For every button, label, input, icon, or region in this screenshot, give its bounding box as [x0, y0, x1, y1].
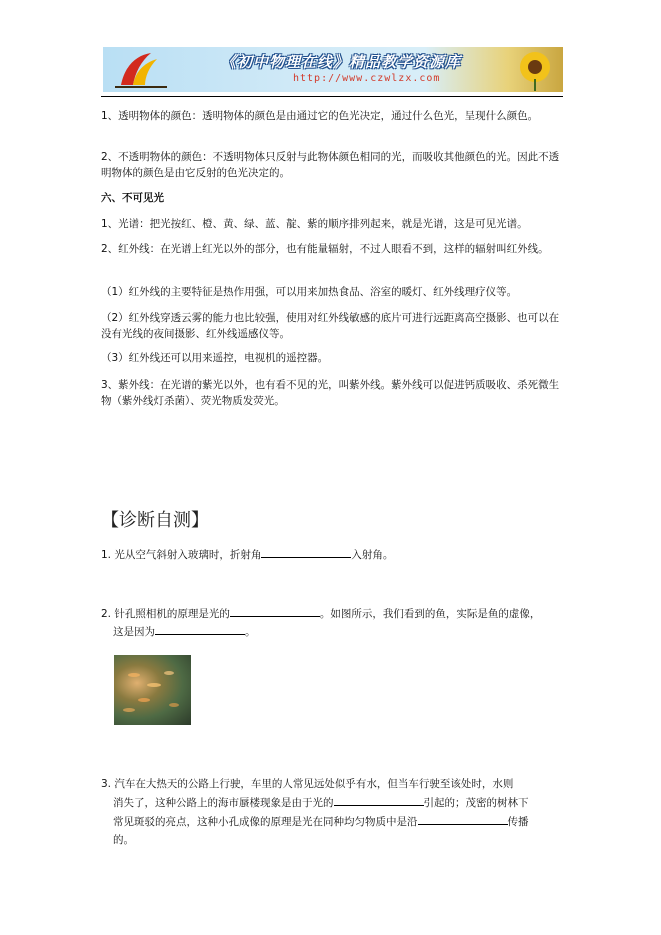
question-3-line2-tail: 引起的；茂密的树林下 [423, 797, 529, 809]
answer-blank[interactable] [230, 604, 320, 617]
banner-title: 《初中物理在线》精品教学资源库 [221, 53, 462, 71]
paragraph-infrared: 2、红外线：在光谱上红光以外的部分，也有能量辐射，不过人眼看不到，这样的辐射叫红外线。 [101, 243, 549, 255]
question-2-tail: 。 [245, 626, 256, 638]
paragraph-ultraviolet: 3、紫外线：在光谱的紫光以外，也有看不见的光，叫紫外线。紫外线可以促进钙质吸收、杀死微生物（紫外线灯杀菌）、荧光物质发荧光。 [101, 379, 560, 407]
question-3 [101, 775, 566, 849]
question-3-line3: 常见斑驳的亮点，这种小孔成像的原理是光在同种均匀物质中是沿 [113, 816, 418, 828]
answer-blank[interactable] [261, 545, 351, 558]
question-3-line2: 消失了，这种公路上的海市蜃楼现象是由于光的 [113, 797, 334, 809]
question-2 [101, 604, 566, 640]
question-1-tail: 入射角。 [351, 549, 394, 561]
paragraph-opaque-color: 2、不透明物体的颜色：不透明物体只反射与此物体颜色相同的光，而吸收其他颜色的光。因此不透明物体的颜色是由它反射的色光决定的。 [101, 151, 560, 179]
paragraph-infrared-2: （2）红外线穿透云雾的能力也比较强，使用对红外线敏感的底片可进行远距离高空摄影、也可以在没有光线的夜间摄影、红外线遥感仪等。 [101, 312, 560, 340]
diagnosis-title: 【诊断自测】 [101, 510, 209, 531]
fish-photo [114, 655, 191, 725]
question-2-cont: 这是因为 [113, 626, 155, 638]
header-rule [101, 96, 563, 97]
answer-blank[interactable] [334, 793, 424, 806]
sunflower-icon [509, 49, 557, 91]
paragraph-infrared-1: （1）红外线的主要特征是热作用强，可以用来加热食品、浴室的暖灯、红外线理疗仪等。 [101, 286, 518, 298]
answer-blank[interactable] [418, 812, 508, 825]
question-1-text: 1. 光从空气斜射入玻璃时，折射角 [101, 549, 262, 561]
question-2-text: 2. 针孔照相机的原理是光的 [101, 608, 230, 620]
question-2-mid: 。如图所示，我们看到的鱼，实际是鱼的虚像， [319, 608, 541, 620]
header-banner [103, 47, 563, 92]
question-3-line1: 3. 汽车在大热天的公路上行驶，车里的人常见远处似乎有水，但当车行驶至该处时，水则 [101, 778, 514, 790]
paragraph-spectrum: 1、光谱：把光按红、橙、黄、绿、蓝、靛、紫的顺序排列起来，就是光谱，这是可见光谱。 [101, 218, 528, 230]
paragraph-transparent-color: 1、透明物体的颜色：透明物体的颜色是由通过它的色光决定，通过什么色光，呈现什么颜色。 [101, 110, 539, 122]
paragraph-infrared-3: （3）红外线还可以用来遥控，电视机的遥控器。 [101, 352, 329, 364]
section-heading-invisible-light: 六、不可见光 [101, 192, 164, 204]
fish-illustration [114, 655, 191, 725]
question-3-line4: 的。 [113, 834, 134, 846]
question-3-line3-tail: 传播 [507, 816, 529, 828]
answer-blank[interactable] [155, 622, 245, 635]
logo-icon [111, 51, 171, 89]
banner-url: http://www.czwlzx.com [293, 73, 441, 84]
question-1 [101, 545, 566, 563]
